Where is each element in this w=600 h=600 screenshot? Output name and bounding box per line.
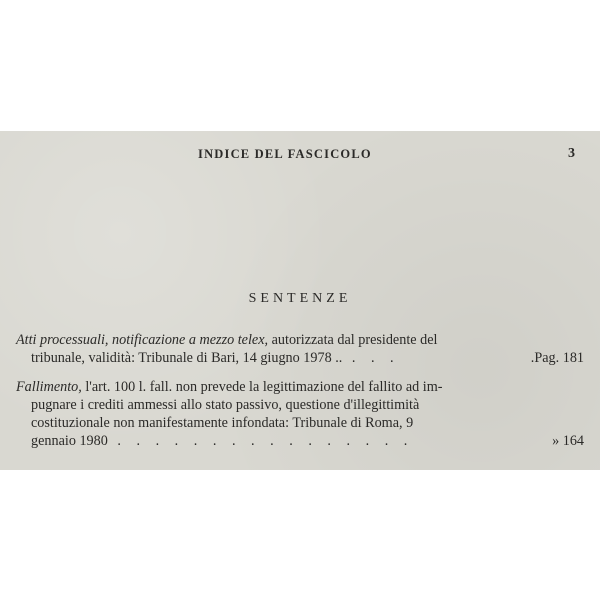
running-title: INDICE DEL FASCICOLO [198,147,372,161]
section-heading: SENTENZE [248,291,352,306]
page-reference: .Pag. 181 [530,350,584,366]
entry-lead-in: Fallimento, [16,379,82,395]
entry-text: l'art. 100 l. fall. non prevede la legittimazione del fallito ad im- [81,379,443,395]
entry-line [16,378,584,396]
leader-dots: . . . . . . . . . . . . . . . . [107,433,414,449]
entry-text: tribunale, validità: Tribunale di Bari, 14 giugno 1978 .. [31,350,343,366]
entry-text: gennaio 1980 [31,433,108,449]
leader-dots: . . . [342,350,400,366]
index-entry [16,378,584,450]
page-number: 3 [568,146,575,161]
entry-text: costituzionale non manifestamente infondata: Tribunale di Roma, 9 [31,415,414,431]
entry-line [16,349,584,367]
running-head [0,147,600,167]
entry-text: autorizzata dal presidente del [268,332,438,348]
page-reference: » 164 [552,433,584,449]
page-photo [0,131,600,470]
entry-lead-in: Atti processuali, notificazione a mezzo telex, [16,332,269,348]
entry-line [16,432,584,450]
index-entry [16,331,584,367]
entry-text: pugnare i crediti ammessi allo stato passivo, questione d'illegittimità [31,397,420,413]
entry-line [16,414,584,432]
entry-line [16,331,584,349]
entry-line [16,396,584,414]
